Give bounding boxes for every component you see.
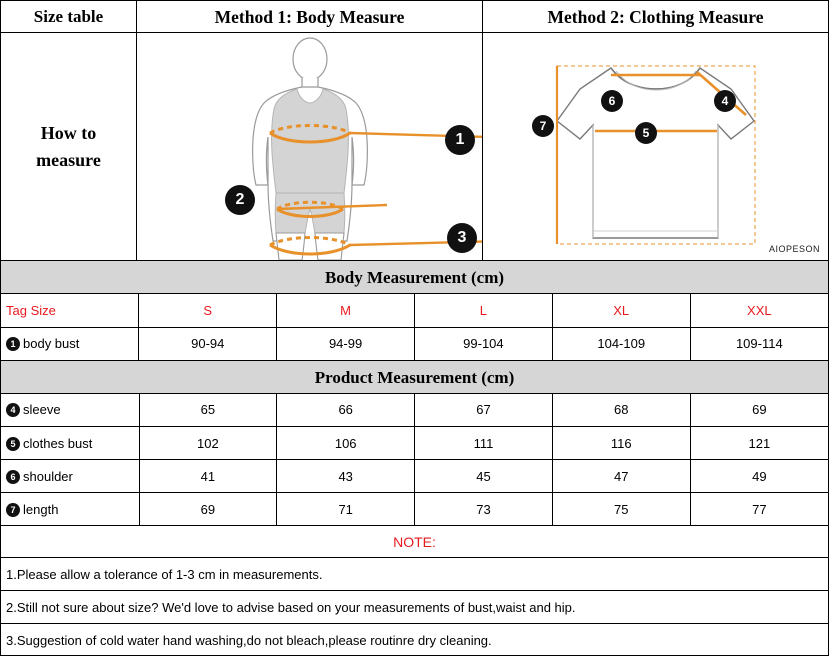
size-table-header: Size table [1,1,136,33]
method1-column [137,1,483,260]
method2-header: Method 2: Clothing Measure [483,1,828,33]
table-row-header [1,294,828,327]
method1-header: Method 1: Body Measure [137,1,482,33]
table-row [1,493,828,526]
cell-sleeve-l: 67 [415,394,553,427]
product-measurement-title: Product Measurement (cm) [1,361,828,394]
tshirt-figure-icon [483,33,828,260]
note-line-2: 2.Still not sure about size? We'd love to advise based on your measurements of bust,waist and hip. [1,591,828,624]
cell-shoulder-xl: 47 [552,460,690,493]
body-measure-diagram [137,33,482,260]
table-row [1,427,828,460]
cell-sleeve-m: 66 [277,394,415,427]
product-measurement-table [1,394,828,527]
cell-length-m: 71 [277,493,415,526]
row-label-length [1,493,139,526]
column-header-s: S [139,294,277,327]
column-header-l: L [414,294,552,327]
how-to-measure-label: How to measure [36,122,101,170]
row-label-clothes-bust [1,427,139,460]
marker-6-icon: 6 [6,470,20,484]
cell-clothes-bust-l: 111 [415,427,553,460]
clothing-measure-diagram [483,33,828,260]
cell-sleeve-xl: 68 [552,394,690,427]
note-title: NOTE: [1,526,828,558]
size-table-column [1,1,137,260]
marker-5-icon: 5 [6,437,20,451]
cell-body-bust-l: 99-104 [414,327,552,360]
row-label-body-bust [1,327,139,360]
row-label-text: body bust [23,336,80,351]
cell-sleeve-s: 65 [139,394,277,427]
marker-4: 4 [714,90,736,112]
diagram-section [1,1,828,261]
note-line-1: 1.Please allow a tolerance of 1-3 cm in measurements. [1,558,828,591]
note-line-3: 3.Suggestion of cold water hand washing,do not bleach,please routinre dry cleaning. [6,633,492,648]
marker-1-icon: 1 [6,337,20,351]
column-header-m: M [277,294,415,327]
cell-shoulder-m: 43 [277,460,415,493]
cell-body-bust-xxl: 109-114 [690,327,828,360]
brand-watermark: AIOPESON [768,244,820,254]
cell-clothes-bust-xxl: 121 [690,427,828,460]
cell-body-bust-xl: 104-109 [552,327,690,360]
marker-3: 3 [447,223,477,253]
table-row [1,460,828,493]
marker-6: 6 [601,90,623,112]
body-measurement-title: Body Measurement (cm) [1,261,828,294]
cell-shoulder-xxl: 49 [690,460,828,493]
cell-clothes-bust-m: 106 [277,427,415,460]
column-header-tag-size: Tag Size [1,294,139,327]
table-row [1,394,828,427]
table-row [1,327,828,360]
method2-column [483,1,828,260]
marker-5: 5 [635,122,657,144]
cell-sleeve-xxl: 69 [690,394,828,427]
cell-clothes-bust-s: 102 [139,427,277,460]
row-label-text: length [23,501,59,517]
marker-2: 2 [225,185,255,215]
row-label-text: clothes bust [23,435,93,451]
row-label-text: shoulder [23,468,73,484]
cell-length-s: 69 [139,493,277,526]
row-label-shoulder [1,460,139,493]
column-header-xxl: XXL [690,294,828,327]
marker-7: 7 [532,115,554,137]
row-label-text: sleeve [23,402,61,418]
cell-body-bust-s: 90-94 [139,327,277,360]
cell-length-xxl: 77 [690,493,828,526]
cell-length-xl: 75 [552,493,690,526]
cell-shoulder-l: 45 [415,460,553,493]
body-measurement-table [1,294,828,361]
column-header-xl: XL [552,294,690,327]
marker-1: 1 [445,125,475,155]
marker-4-icon: 4 [6,403,20,417]
cell-shoulder-s: 41 [139,460,277,493]
how-to-measure-cell [1,33,136,260]
body-figure-icon [137,33,482,260]
marker-7-icon: 7 [6,503,20,517]
cell-clothes-bust-xl: 116 [552,427,690,460]
cell-length-l: 73 [415,493,553,526]
cell-body-bust-m: 94-99 [277,327,415,360]
row-label-sleeve [1,394,139,427]
